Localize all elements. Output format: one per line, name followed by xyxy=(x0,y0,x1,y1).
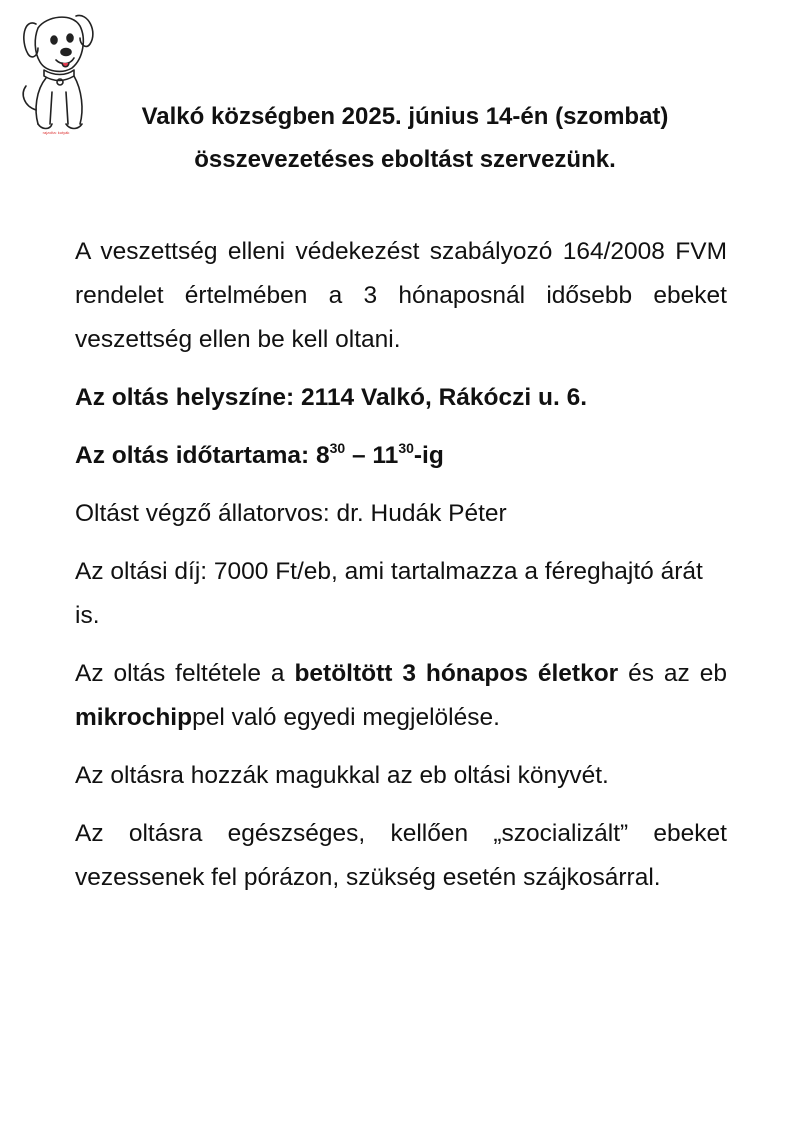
vet-line: Oltást végző állatorvos: dr. Hudák Péter xyxy=(75,500,507,527)
booklet-line: Az oltásra hozzák magukkal az eb oltási könyvét. xyxy=(75,762,609,789)
fee-paragraph: Az oltási díj: 7000 Ft/eb, ami tartalmazza a féreghajtó árát is. xyxy=(75,558,703,629)
location-line: Az oltás helyszíne: 2114 Valkó, Rákóczi u. 6. xyxy=(75,384,587,411)
title-line-1: Valkó községben 2025. június 14-én (szombat) xyxy=(141,103,669,130)
logo-caption: rajzolta: kutyák xyxy=(42,130,70,135)
page-title xyxy=(60,95,750,181)
start-minutes: 30 xyxy=(329,440,346,456)
age-requirement: betöltött 3 hónapos életkor xyxy=(294,660,619,687)
time-line: Az oltás időtartama: $8^{30} - 11^{30}-ig$ xyxy=(75,440,444,469)
microchip-requirement: mikrochip xyxy=(75,704,193,731)
leash-paragraph: Az oltásra egészséges, kellően „szocializált” ebeket vezessenek fel pórázon, szükség esetén szájkosárral. xyxy=(75,820,727,891)
notice-body xyxy=(75,230,727,914)
intro-paragraph: A veszettség elleni védekezést szabályozó 164/2008 FVM rendelet értelmében a 3 hónaposnál idősebb ebeket veszettség ellen be kell oltani. xyxy=(75,238,727,353)
title-line-2: összevezetéses eboltást szervezünk. xyxy=(194,146,616,173)
condition-paragraph: Az oltás feltétele a betöltött 3 hónapos életkor és az eb mikrochippel való egyedi megjelölése. xyxy=(75,660,727,731)
end-minutes: 30 xyxy=(398,440,414,456)
